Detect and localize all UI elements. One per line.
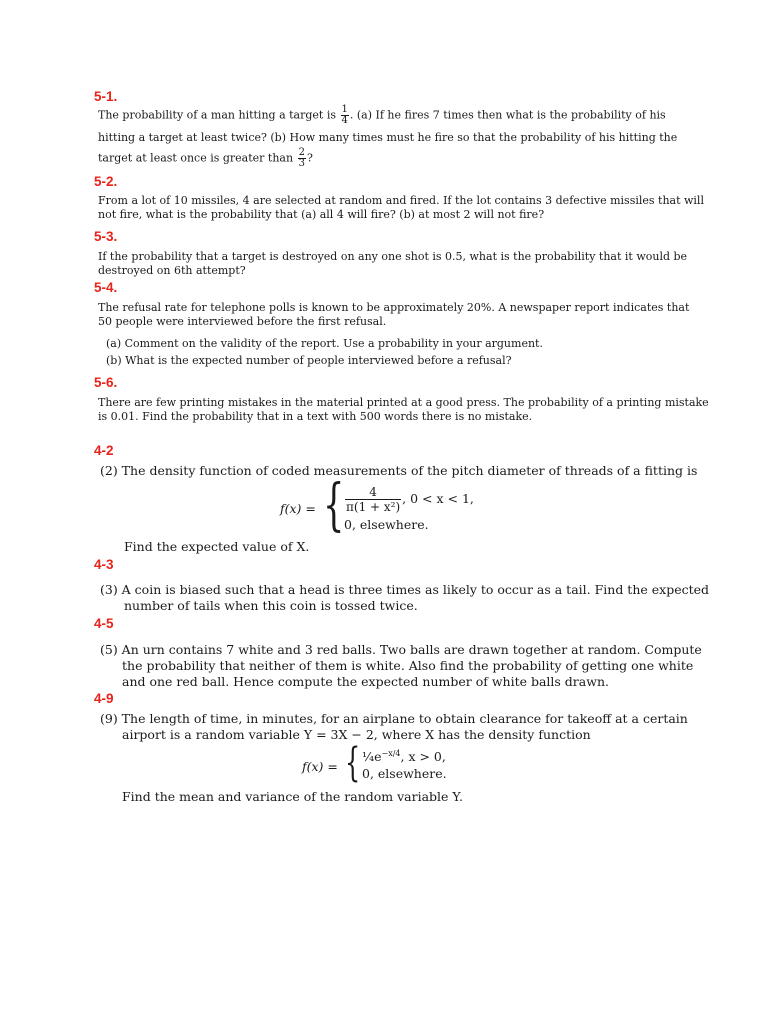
problem-label-5-3: 5-3. [94,229,118,244]
problem-5-6-line2: is 0.01. Find the probability that in a text with 500 words there is no mistake. [98,410,533,423]
problem-5-4-line1: The refusal rate for telephone polls is known to be approximately 20%. A newspaper report indicates that [98,301,690,314]
problem-4-5-line3: and one red ball. Hence compute the expected number of white balls drawn. [122,674,609,689]
problem-label-5-6: 5-6. [94,375,118,390]
left-brace-9: { [345,740,361,786]
density-9-case-2: 0, elsewhere. [362,766,447,781]
problem-4-5-line2: the probability that neither of them is white. Also find the probability of getting one white [122,658,694,673]
density-9-lhs: f(x) = [302,759,338,774]
problem-5-4-item-b: (b) What is the expected number of people interviewed before a refusal? [106,354,512,367]
problem-label-4-9: 4-9 [94,691,114,706]
problem-label-4-3: 4-3 [94,557,114,572]
density-case-2: 0, elsewhere. [344,517,429,532]
left-brace: { [323,473,345,538]
problem-5-4-line2: 50 people were interviewed before the first refusal. [98,315,387,328]
problem-4-5-line1: (5) An urn contains 7 white and 3 red balls. Two balls are drawn together at random. Compute [100,642,702,657]
problem-label-4-2: 4-2 [94,443,114,458]
problem-5-1-line1a: The probability of a man hitting a target is [98,108,336,122]
problem-5-1-line3: target at least once is greater than $\frac{2}{3}$ ? [98,147,313,169]
density-lhs: f(x) = [280,501,316,516]
problem-4-3-line2: number of tails when this coin is tossed twice. [124,598,418,613]
problem-5-1-line1b: . (a) If he fires 7 times then what is the probability of his [349,108,666,122]
problem-5-3-line2: destroyed on 6th attempt? [98,264,246,277]
problem-label-5-2: 5-2. [94,174,118,189]
problem-4-9-find: Find the mean and variance of the random variable Y. [122,789,464,804]
problem-4-3-line1: (3) A coin is biased such that a head is three times as likely to occur as a tail. Find the expected [100,582,710,597]
problem-5-1-text [98,105,678,126]
problem-label-4-5: 4-5 [94,616,114,631]
problem-4-9-line1: (9) The length of time, in minutes, for an airplane to obtain clearance for takeoff at a certain [100,711,688,726]
problem-5-4-item-a: (a) Comment on the validity of the report. Use a probability in your argument. [106,337,543,350]
problem-4-2-line1: (2) The density function of coded measurements of the pitch diameter of threads of a fitting is [100,463,698,478]
density-9-case-1: $\frac{1}{4}e^{-x/4}$, x > 0, [362,749,446,765]
problem-label-5-1: 5-1. [94,89,118,104]
problem-5-2-line1: From a lot of 10 missiles, 4 are selected at random and fired. If the lot contains 3 defective missiles that will [98,194,704,207]
problem-5-3-line1: If the probability that a target is destroyed on any one shot is 0.5, what is the probability that it would be [98,250,688,263]
problem-4-2-find: Find the expected value of X. [124,539,310,554]
problem-5-1-line2: hitting a target at least twice? (b) How many times must he fire so that the probability of his hitting the [98,131,678,144]
problem-4-9-line2: airport is a random variable Y = 3X − 2, where X has the density function [122,727,591,742]
fraction-one-quarter: $\frac{1}{4}$ [341,104,348,126]
problem-label-5-4: 5-4. [94,280,118,295]
problem-5-6-line1: There are few printing mistakes in the material printed at a good press. The probability of a printing mistake [98,396,709,409]
density-case-1: $\frac{4}{\text{π(1 + x²)}}$ , 0 < x < 1, [346,485,474,514]
problem-5-2-line2: not fire, what is the probability that (a) all 4 will fire? (b) at most 2 will not fire? [98,208,545,221]
fraction-two-thirds: $\frac{2}{3}$ [298,147,305,169]
